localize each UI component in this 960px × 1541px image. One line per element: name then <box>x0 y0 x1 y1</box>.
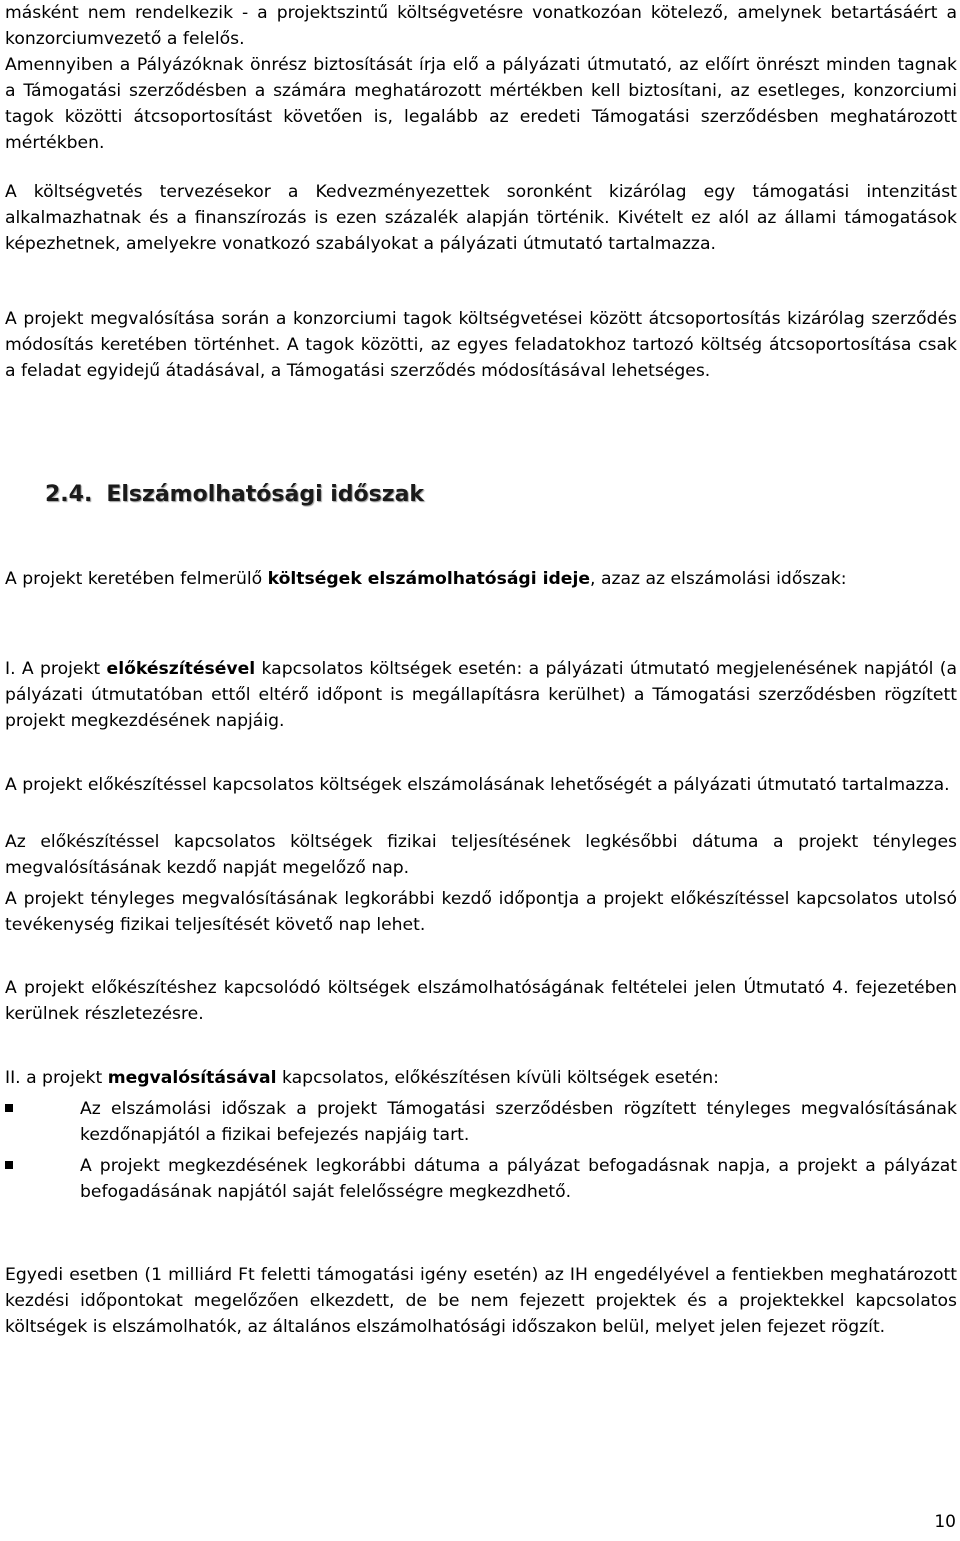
intro-text-end: , azaz az elszámolási időszak: <box>590 569 847 589</box>
paragraph-text: A projekt előkészítéshez kapcsolódó költségek elszámolhatóságának feltételei jelen Útmutató 4. fejezetében kerülnek részletezésre. <box>5 978 957 1024</box>
paragraph-text <box>5 566 957 592</box>
section-heading <box>45 481 424 509</box>
list-item-text: Az elszámolási időszak a projekt Támogatási szerződésben rögzített tényleges megvalósításának kezdőnapjától a fizikai befejezés napjáig tart. <box>80 1099 957 1145</box>
paragraph-text: A projekt megvalósítása során a konzorciumi tagok költségvetései között átcsoportosítás kizárólag szerződés módosítás keretében történhet. A tagok közötti, az egyes feladatokhoz tartozó költség átcsoportosítása csak a feladat egyidejű átadásával, a Támogatási szerződés módosításával lehetséges. <box>5 309 957 381</box>
paragraph-reallocation <box>5 306 957 384</box>
section-title: Elszámolhatósági időszak <box>106 482 425 507</box>
bullet-list <box>5 1096 957 1205</box>
paragraph-preparation-guide <box>5 772 957 798</box>
paragraph-text <box>5 656 957 734</box>
list-item <box>5 1096 957 1148</box>
paragraph-eligibility-intro <box>5 566 957 592</box>
paragraph-exception <box>5 1262 957 1340</box>
paragraph-text: A költségvetés tervezésekor a Kedvezményezettek soronként kizárólag egy támogatási intenzitást alkalmazhatnak és a finanszírozás is ezen százalék alapján történik. Kivételt ez alól az állami támogatások képezhetnek, amelyekre vonatkozó szabályokat a pályázati útmutató tartalmazza. <box>5 182 957 254</box>
part2-text-end: kapcsolatos, előkészítésen kívüli költségek esetén: <box>276 1068 719 1088</box>
paragraph-text <box>5 1065 957 1091</box>
paragraph-text: Az előkészítéssel kapcsolatos költségek fizikai teljesítésének legkésőbbi dátuma a projekt tényleges megvalósításának kezdő napját megelőző nap. <box>5 832 957 878</box>
page-number: 10 <box>934 1512 956 1532</box>
paragraph-earliest-start <box>5 886 957 938</box>
paragraph-text: A projekt előkészítéssel kapcsolatos költségek elszámolásának lehetőségét a pályázati útmutató tartalmazza. <box>5 775 950 795</box>
part2-emphasis: megvalósításával <box>107 1068 277 1088</box>
intro-emphasis: költségek elszámolhatósági ideje <box>267 569 591 589</box>
paragraph-own-contribution <box>5 52 957 156</box>
part1-text-end: kapcsolatos költségek esetén: a pályázati útmutató megjelenésének napjától (a pályázati útmutatóban ettől eltérő időpont is megállapításra kerülhet) a Támogatási szerződésben rögzített projekt megkezdésének napjáig. <box>5 659 957 731</box>
square-bullet-icon <box>5 1161 13 1169</box>
paragraph-text: A projekt tényleges megvalósításának legkorábbi kezdő időpontja a projekt előkészítéssel kapcsolatos utolsó tevékenység fizikai teljesítését követő nap lehet. <box>5 889 957 935</box>
paragraph-text: másként nem rendelkezik - a projektszintű költségvetésre vonatkozóan kötelező, amelynek betartásáért a konzorciumvezető a felelős. <box>5 3 957 49</box>
part1-emphasis: előkészítésével <box>106 659 256 679</box>
paragraph-aid-intensity <box>5 179 957 257</box>
square-bullet-icon <box>5 1104 13 1112</box>
paragraph-preparation-period <box>5 656 957 734</box>
paragraph-text: Egyedi esetben (1 milliárd Ft feletti támogatási igény esetén) az IH engedélyével a fentiekben meghatározott kezdési időpontokat megelőzően elkezdett, de be nem fejezett projektek és a projektekkel kapcsolatos költségek is elszámolhatók, az általános elszámolhatósági időszakon belül, melyet jelen fejezet rögzít. <box>5 1265 957 1337</box>
paragraph-text: Amennyiben a Pályázóknak önrész biztosítását írja elő a pályázati útmutató, az előírt önrészt minden tagnak a Támogatási szerződésben a számára meghatározott mértékben kell biztosítani, az esetleges, konzorciumi tagok közötti átcsoportosítást követően is, legalább az eredeti Támogatási szerződésben meghatározott mértékben. <box>5 55 957 153</box>
paragraph-budget-responsibility <box>5 0 957 52</box>
list-item <box>5 1153 957 1205</box>
list-item-text: A projekt megkezdésének legkorábbi dátuma a pályázat befogadásnak napja, a projekt a pályázat befogadásának napjától saját felelősségre megkezdhető. <box>80 1156 957 1202</box>
section-number: 2.4. <box>45 482 93 507</box>
paragraph-preparation-deadline <box>5 829 957 881</box>
paragraph-chapter-reference <box>5 975 957 1027</box>
part2-text: II. a projekt <box>5 1068 108 1088</box>
part1-text: I. A projekt <box>5 659 107 679</box>
paragraph-implementation-period <box>5 1065 957 1091</box>
intro-text: A projekt keretében felmerülő <box>5 569 268 589</box>
